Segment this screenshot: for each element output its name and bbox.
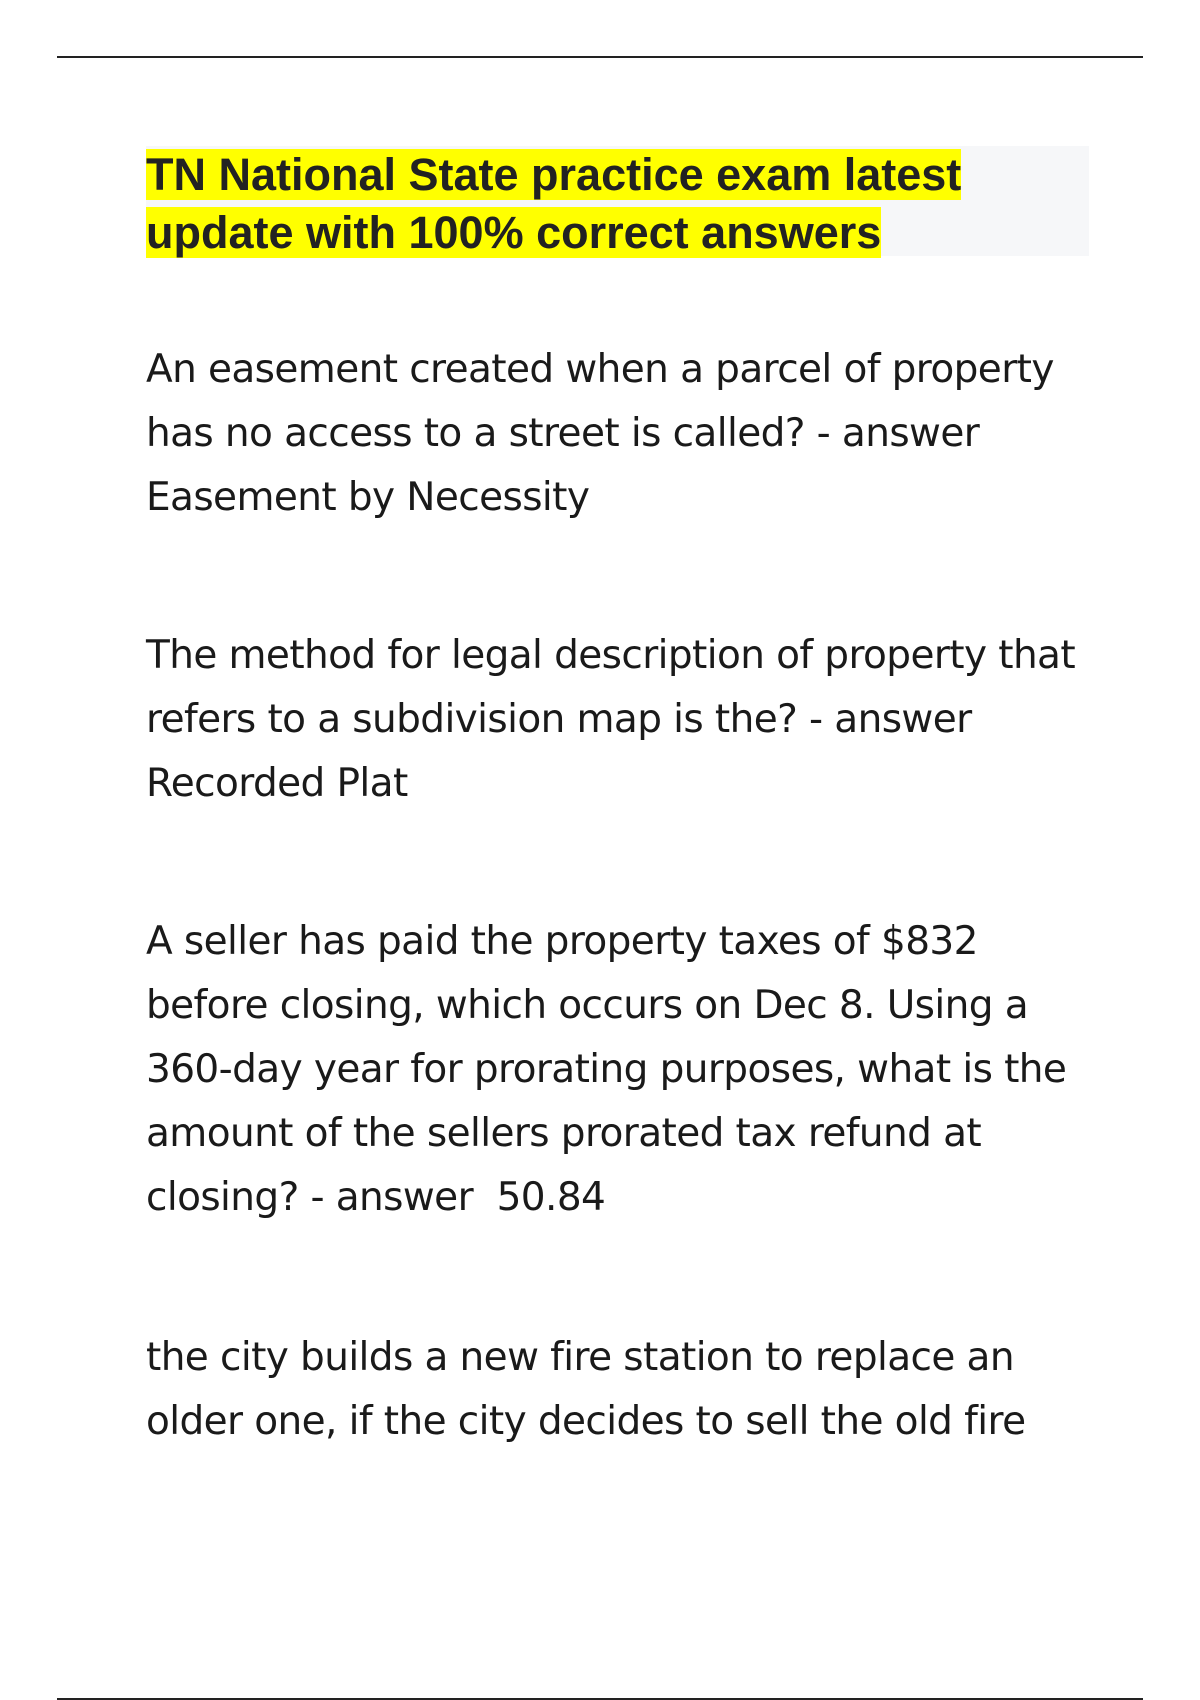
answer-text: 50.84 (496, 1175, 606, 1220)
qa-item (146, 624, 1106, 816)
header-divider (57, 56, 1143, 58)
answer-separator: - answer (804, 411, 991, 456)
document-title (146, 146, 1089, 262)
answer-separator: - answer (298, 1175, 497, 1220)
qa-item (146, 910, 1106, 1230)
question-text: An easement created when a parcel of property has no access to a street is called? (146, 347, 1054, 456)
highlighted-title-text: TN National State practice exam latest update with 100% correct answers (146, 149, 962, 258)
answer-separator: - answer (797, 697, 984, 742)
title-block (146, 146, 1089, 256)
question-text: the city builds a new fire station to replace an older one, if the city decides to sell the old fire (146, 1335, 1026, 1444)
qa-item (146, 338, 1106, 530)
question-text: The method for legal description of property that refers to a subdivision map is the? (146, 633, 1076, 742)
answer-text: Recorded Plat (146, 761, 408, 806)
question-text: A seller has paid the property taxes of $832 before closing, which occurs on Dec 8. Using a 360-day year for prorating purposes, what is the amount of the sellers prorated tax refund at closing? (146, 919, 1067, 1220)
answer-text: Easement by Necessity (146, 475, 590, 520)
qa-item (146, 1326, 1106, 1454)
